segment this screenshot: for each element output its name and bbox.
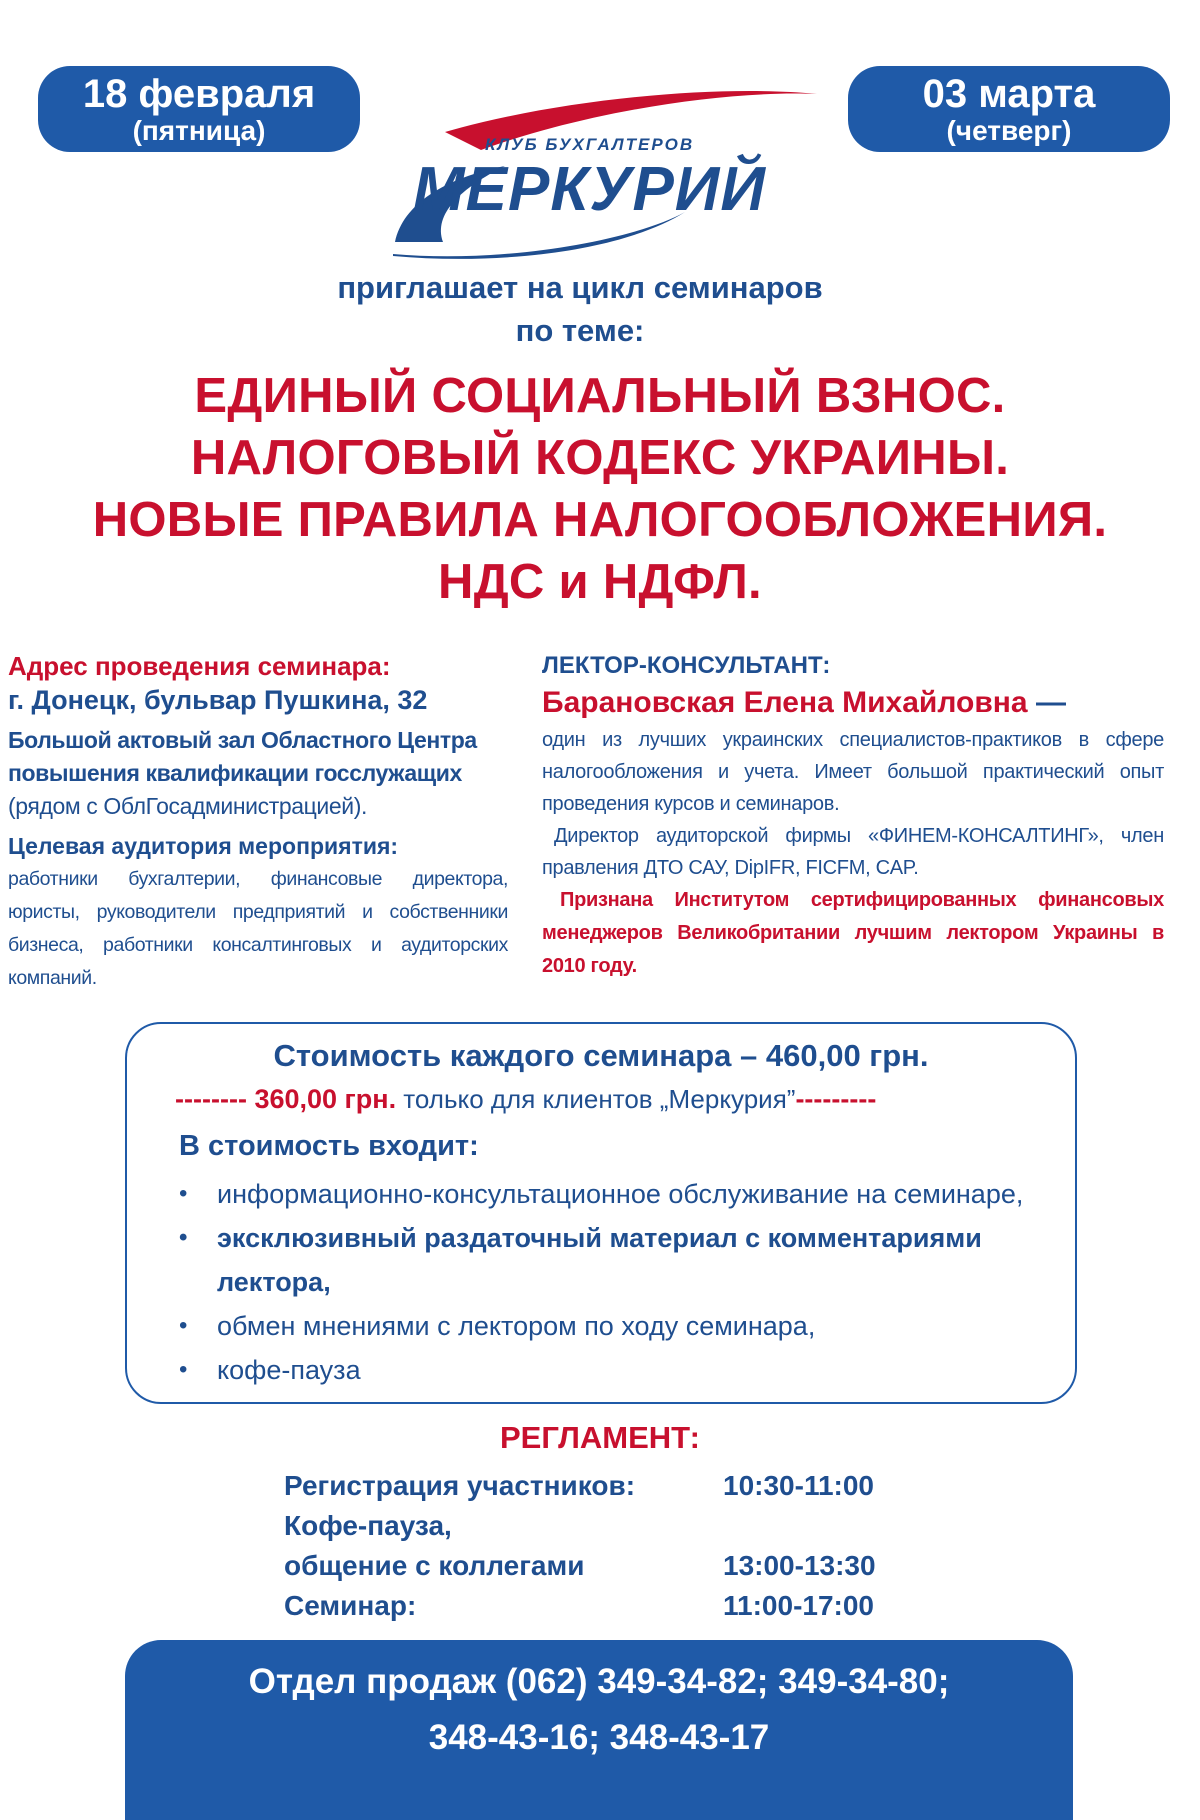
- seminar-topics: [20, 365, 1180, 613]
- client-price-line: [175, 1084, 876, 1115]
- price-main: Стоимость каждого семинара – 460,00 грн.: [273, 1038, 929, 1073]
- date-badge-feb18: [38, 66, 360, 152]
- list-item-text: кофе-пауза: [217, 1355, 361, 1385]
- lector-heading: ЛЕКТОР-КОНСУЛЬТАНТ:: [542, 652, 831, 679]
- lector-name: Барановская Елена Михайловна: [542, 686, 1028, 719]
- date-badge-mar03: [848, 66, 1170, 152]
- schedule-time: 11:00-17:00: [723, 1590, 875, 1621]
- topic-line: ЕДИНЫЙ СОЦИАЛЬНЫЙ ВЗНОС.: [194, 369, 1006, 423]
- schedule-label: Семинар:: [284, 1590, 417, 1621]
- contacts-line-1: Отдел продаж (062) 349-34-82; 349-34-80;: [248, 1662, 950, 1701]
- client-price: 360,00 грн.: [254, 1084, 397, 1114]
- client-price-prefix: --------: [175, 1084, 255, 1114]
- list-item: [179, 1216, 1039, 1304]
- schedule-label: общение с коллегами: [284, 1550, 585, 1581]
- lector-award: Признана Институтом сертифицированных финансовых менеджеров Великобритании лучшим лектором Украины в 2010 году.: [542, 889, 1164, 977]
- invite-line-2: по теме:: [515, 313, 645, 348]
- contacts-footer: [125, 1640, 1073, 1820]
- venue-address: г. Донецк, бульвар Пушкина, 32: [8, 685, 428, 715]
- lector-bio: один из лучших украинских специалистов-практиков в сфере налогообложения и учета. Имеет большой практический опыт проведения курсов и семинаров.: [542, 729, 1164, 815]
- merkury-logo: [385, 80, 825, 260]
- schedule-label: Регистрация участников:: [284, 1470, 636, 1501]
- date-day: 03 марта: [922, 72, 1096, 116]
- audience-text: работники бухгалтерии, финансовые директора, юристы, руководители предприятий и собственники бизнеса, работники консалтинговых и аудиторских компаний.: [8, 868, 508, 989]
- client-price-suffix: ---------: [795, 1084, 877, 1114]
- invite-line-1: приглашает на цикл семинаров: [337, 270, 823, 305]
- lector-dash: —: [1027, 686, 1066, 719]
- schedule-label: Кофе-пауза,: [284, 1510, 452, 1541]
- venue-hall-line-1: Большой актовый зал Областного Центра: [8, 727, 477, 753]
- included-heading: В стоимость входит:: [179, 1130, 479, 1162]
- logo-name: МЕРКУРИЙ: [413, 155, 766, 224]
- list-item-text: информационно-консультационное обслуживание на семинаре,: [217, 1179, 1024, 1209]
- schedule-time: 10:30-11:00: [723, 1470, 875, 1501]
- logo-tagline: КЛУБ БУХГАЛТЕРОВ: [485, 135, 695, 154]
- list-item: [179, 1172, 1039, 1216]
- list-item-text: эксклюзивный раздаточный материал с комментариями лектора,: [217, 1223, 982, 1297]
- audience-heading: Целевая аудитория мероприятия:: [8, 833, 399, 859]
- topic-line: НАЛОГОВЫЙ КОДЕКС УКРАИНЫ.: [190, 431, 1010, 485]
- client-price-text: только для клиентов „Меркурия”: [396, 1084, 796, 1114]
- topic-line: НОВЫЕ ПРАВИЛА НАЛОГООБЛОЖЕНИЯ.: [92, 493, 1108, 547]
- lector-name-line: [542, 682, 1164, 724]
- bullet-icon: •: [179, 1312, 188, 1339]
- price-box: [125, 1022, 1077, 1404]
- venue-section: [8, 650, 508, 995]
- venue-near: (рядом с ОблГосадминистрацией).: [8, 793, 367, 819]
- list-item: [179, 1348, 1039, 1392]
- bullet-icon: •: [179, 1180, 188, 1207]
- list-item: [179, 1304, 1039, 1348]
- bullet-icon: •: [179, 1224, 188, 1251]
- date-weekday: (пятница): [132, 115, 266, 146]
- schedule-title: РЕГЛАМЕНТ:: [499, 1420, 701, 1455]
- lector-section: [542, 650, 1164, 983]
- bullet-icon: •: [179, 1356, 188, 1383]
- date-weekday: (четверг): [946, 115, 1072, 146]
- topic-line: НДС и НДФЛ.: [438, 555, 762, 609]
- schedule-time: 13:00-13:30: [723, 1550, 876, 1581]
- lector-position: Директор аудиторской фирмы «ФИНЕМ-КОНСАЛТИНГ», член правления ДТО САУ, DipIFR, FICFM, CAP.: [542, 825, 1164, 879]
- date-day: 18 февраля: [82, 72, 316, 116]
- venue-heading: Адрес проведения семинара:: [8, 651, 391, 681]
- venue-hall-line-2: повышения квалификации госслужащих: [8, 760, 462, 786]
- contacts-line-2: 348-43-16; 348-43-17: [428, 1718, 770, 1757]
- included-list: [179, 1172, 1039, 1392]
- list-item-text: обмен мнениями с лектором по ходу семинара,: [217, 1311, 816, 1341]
